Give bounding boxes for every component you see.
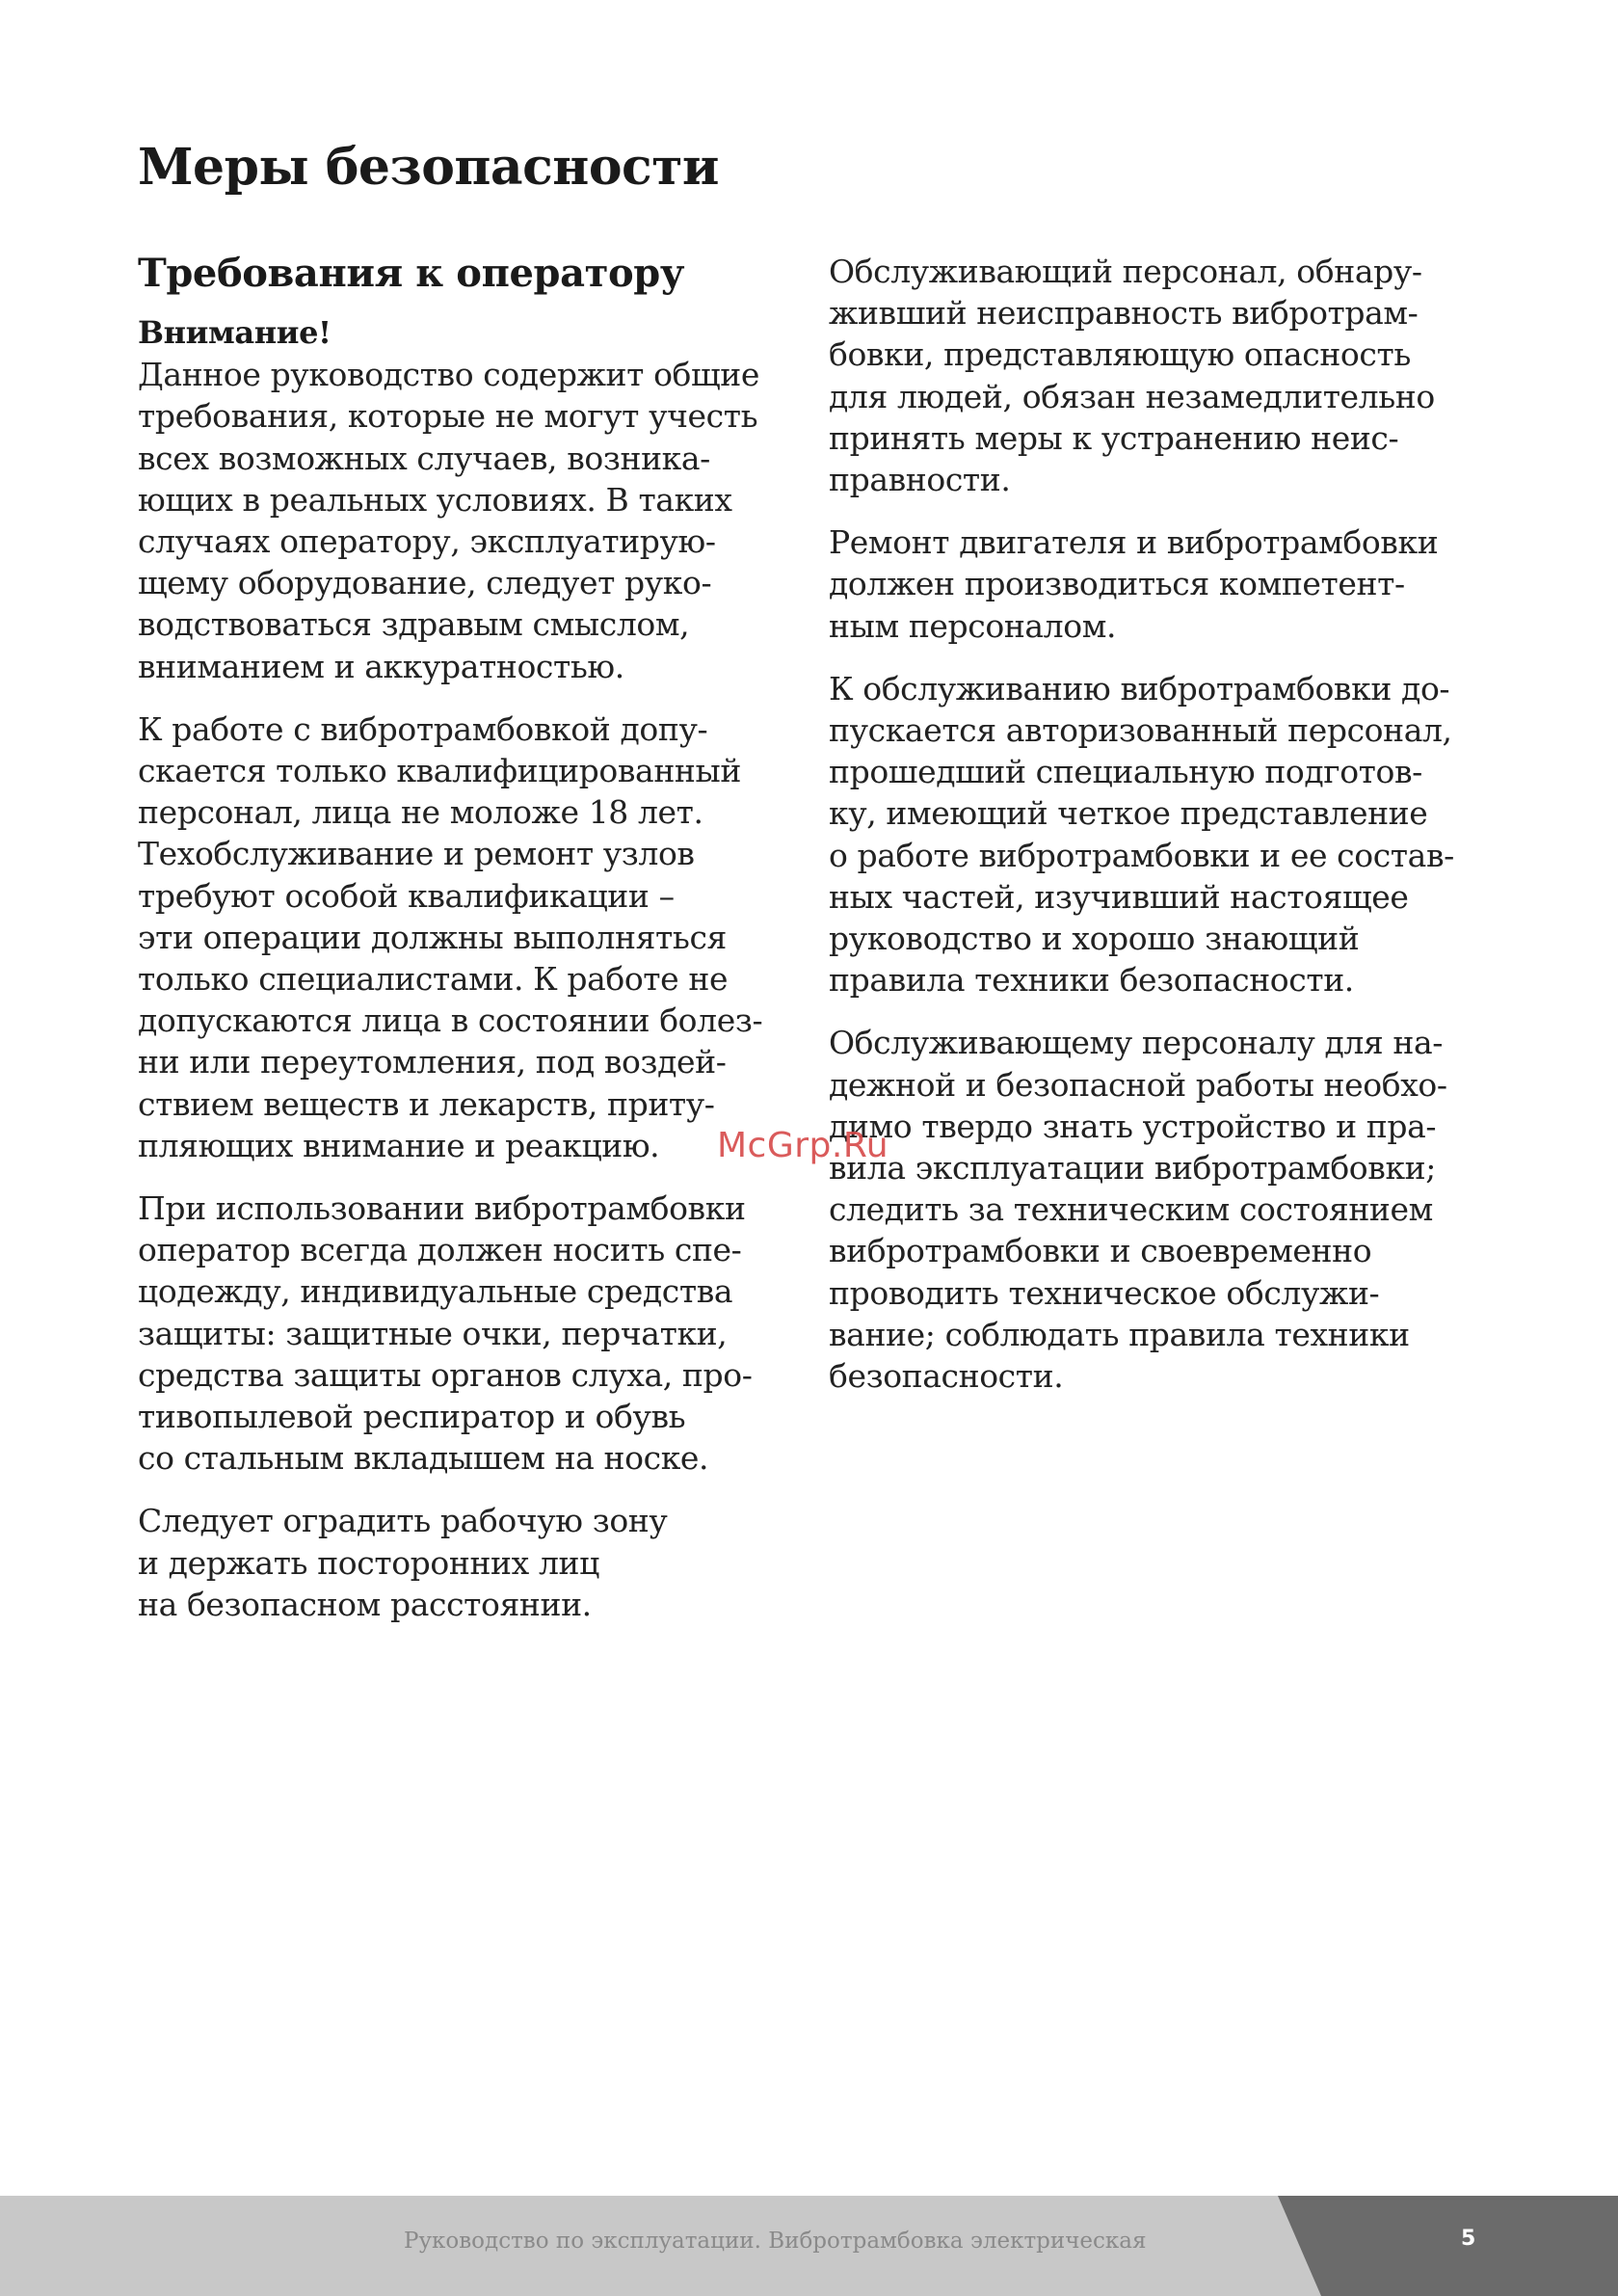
text-line: следить за техническим состоянием — [829, 1190, 1433, 1229]
paragraph — [138, 354, 793, 687]
paragraph — [829, 251, 1484, 500]
text-line: на безопасном расстоянии. — [138, 1585, 592, 1623]
text-line: щему оборудование, следует руко- — [138, 564, 712, 602]
text-line: вниманием и аккуратностью. — [138, 647, 624, 685]
text-line: димо твердо знать устройство и пра- — [829, 1107, 1437, 1145]
text-line: Техобслуживание и ремонт узлов — [138, 835, 695, 873]
text-line: Обслуживающий персонал, обнару- — [829, 253, 1422, 290]
left-paragraphs — [138, 354, 793, 1625]
text-line: ку, имеющий четкое представление — [829, 794, 1428, 833]
text-line: со стальным вкладышем на носке. — [138, 1439, 709, 1478]
text-line: допускаются лица в состоянии болез- — [138, 1001, 763, 1040]
text-line: К работе с вибротрамбовкой допу- — [138, 709, 708, 748]
page-title: Меры безопасности — [138, 138, 719, 197]
right-column — [829, 251, 1484, 1418]
text-line: защиты: защитные очки, перчатки, — [138, 1314, 728, 1352]
text-line: только специалистами. К работе не — [138, 960, 729, 999]
text-line: средства защиты органов слуха, про- — [138, 1355, 753, 1394]
text-line: правила техники безопасности. — [829, 961, 1354, 1000]
paragraph — [138, 708, 793, 1166]
text-line: и держать посторонних лиц — [138, 1543, 599, 1582]
text-line: всех возможных случаев, возника- — [138, 439, 710, 477]
text-line: пляющих внимание и реакцию. — [138, 1126, 660, 1164]
text-line: требования, которые не могут учесть — [138, 397, 758, 436]
text-line: прошедший специальную подготов- — [829, 753, 1422, 791]
page-number: 5 — [1461, 2227, 1476, 2251]
text-line: персонал, лица не моложе 18 лет. — [138, 793, 703, 832]
text-line: При использовании вибротрамбовки — [138, 1189, 746, 1228]
text-line: водствоваться здравым смыслом, — [138, 605, 690, 644]
text-line: ных частей, изучивший настоящее — [829, 877, 1409, 916]
text-line: бовки, представляющую опасность — [829, 335, 1411, 374]
text-line: руководство и хорошо знающий — [829, 920, 1360, 958]
text-line: эти операции должны выполняться — [138, 918, 727, 956]
warning-label: Внимание! — [138, 314, 332, 351]
text-line: требуют особой квалификации – — [138, 876, 675, 915]
section-title: Требования к оператору — [138, 251, 685, 296]
footer-page-tab — [1278, 2196, 1618, 2296]
text-line: тивопылевой респиратор и обувь — [138, 1398, 686, 1436]
text-line: скается только квалифицированный — [138, 752, 741, 790]
text-line: К обслуживанию вибротрамбовки до- — [829, 669, 1450, 707]
text-line: Ремонт двигателя и вибротрамбовки — [829, 523, 1439, 562]
text-line: пускается авторизованный персонал, — [829, 711, 1452, 750]
text-line: Данное руководство содержит общие — [138, 356, 760, 394]
text-line: ным персоналом. — [829, 606, 1117, 645]
text-line: ющих в реальных условиях. В таких — [138, 480, 732, 519]
text-line: цодежду, индивидуальные средства — [138, 1272, 733, 1311]
text-line: ни или переутомления, под воздей- — [138, 1043, 727, 1081]
paragraph — [829, 521, 1484, 647]
text-line: вибротрамбовки и своевременно — [829, 1232, 1372, 1270]
watermark-text: McGrp.Ru — [717, 1126, 889, 1165]
text-line: живший неисправность вибротрам- — [829, 294, 1419, 333]
paragraph — [829, 1022, 1484, 1397]
text-line: ствием веществ и лекарств, приту- — [138, 1084, 715, 1123]
text-line: дежной и безопасной работы необхо- — [829, 1065, 1447, 1104]
text-line: случаях оператору, эксплуатирую- — [138, 522, 716, 561]
paragraph — [138, 1500, 793, 1625]
text-line: безопасности. — [829, 1357, 1064, 1396]
text-line: Обслуживающему персоналу для на- — [829, 1024, 1444, 1062]
paragraph — [138, 1188, 793, 1479]
text-line: правности. — [829, 461, 1011, 499]
left-column — [138, 247, 793, 1646]
footer-document-title: Руководство по эксплуатации. Вибротрамбовка электрическая — [404, 2229, 1147, 2254]
text-line: вание; соблюдать правила техники — [829, 1315, 1410, 1353]
paragraph — [829, 668, 1484, 1001]
text-line: о работе вибротрамбовки и ее состав- — [829, 836, 1454, 874]
text-line: проводить техническое обслужи- — [829, 1273, 1380, 1312]
text-line: вила эксплуатации вибротрамбовки; — [829, 1149, 1436, 1188]
text-line: Следует оградить рабочую зону — [138, 1502, 668, 1540]
text-line: для людей, обязан незамедлительно — [829, 377, 1435, 415]
text-line: оператор всегда должен носить спе- — [138, 1231, 742, 1269]
right-paragraphs — [829, 251, 1484, 1397]
text-line: принять меры к устранению неис- — [829, 418, 1399, 457]
text-line: должен производиться компетент- — [829, 565, 1405, 603]
